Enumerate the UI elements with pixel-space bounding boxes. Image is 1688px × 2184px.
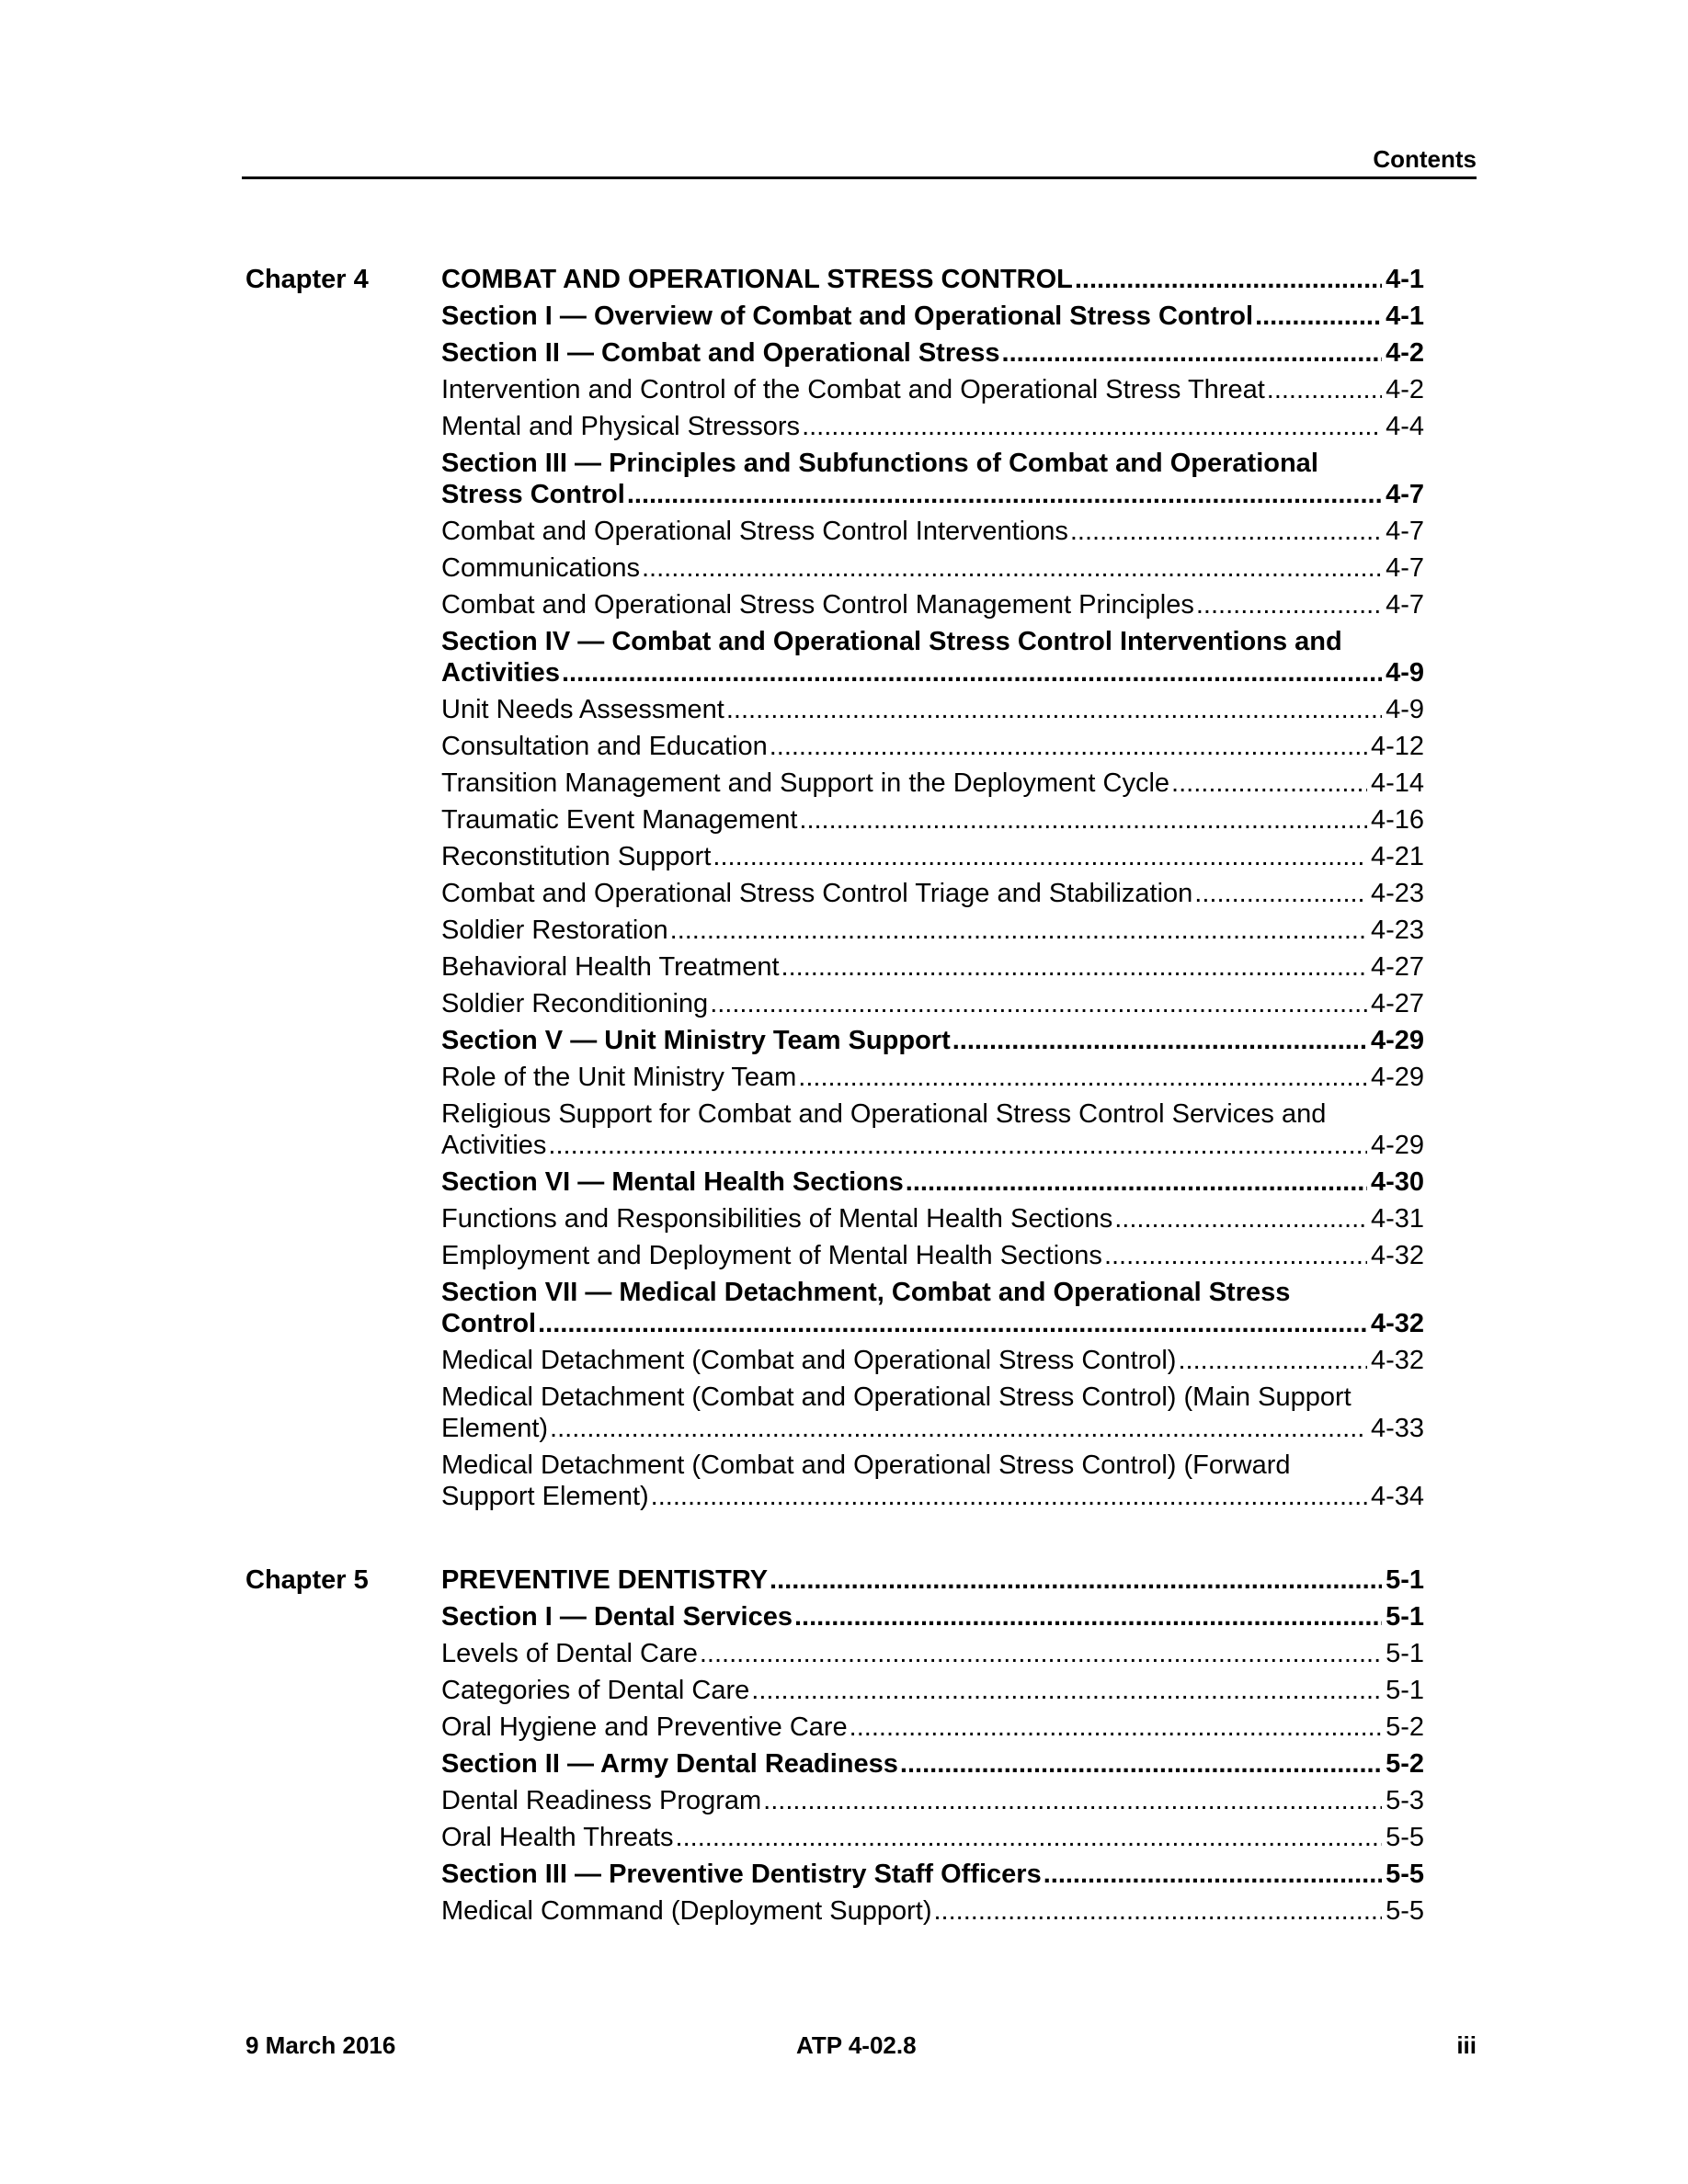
toc-entry-line xyxy=(441,589,1424,620)
toc-entry xyxy=(441,878,1424,909)
toc-section-heading xyxy=(441,1564,1424,1596)
toc-section-heading xyxy=(441,301,1424,332)
chapter-label: Chapter 4 xyxy=(245,265,369,294)
dot-leader xyxy=(1104,1240,1367,1271)
dot-leader xyxy=(794,1601,1382,1632)
dot-leader xyxy=(934,1895,1383,1927)
toc-entry xyxy=(441,1382,1424,1444)
dot-leader xyxy=(1002,337,1383,369)
toc-page-number: 4-12 xyxy=(1370,732,1424,761)
dot-leader xyxy=(1044,1859,1382,1890)
toc-page-number: 4-32 xyxy=(1370,1309,1424,1338)
dot-leader xyxy=(726,694,1382,725)
dot-leader xyxy=(781,951,1367,983)
toc-entry xyxy=(441,841,1424,872)
toc-entry-title: Reconstitution Support xyxy=(441,842,712,871)
toc-page-number: 5-5 xyxy=(1386,1823,1424,1852)
toc-entry-title: Intervention and Control of the Combat and Operational Stress Threat xyxy=(441,375,1265,404)
toc-page-number: 5-1 xyxy=(1386,1602,1424,1632)
dot-leader xyxy=(538,1308,1367,1339)
dot-leader xyxy=(770,1564,1382,1596)
toc-page-number: 4-7 xyxy=(1386,517,1424,546)
toc-entry-line xyxy=(441,479,1424,510)
toc-entry-line xyxy=(441,1748,1424,1780)
toc-entry-title: Unit Needs Assessment xyxy=(441,695,724,724)
toc-entry-title: Categories of Dental Care xyxy=(441,1676,750,1705)
toc-page-number: 4-9 xyxy=(1386,658,1424,688)
toc-entry-line xyxy=(441,1785,1424,1816)
dot-leader xyxy=(850,1712,1382,1743)
toc-entry xyxy=(441,731,1424,762)
dot-leader xyxy=(1171,768,1367,799)
toc-entry xyxy=(441,988,1424,1019)
toc-entry-line xyxy=(441,1638,1424,1669)
toc-section-heading xyxy=(441,337,1424,369)
toc-page-number: 4-14 xyxy=(1370,768,1424,798)
toc-entry-title: Activities xyxy=(441,658,560,688)
toc-entry xyxy=(441,1450,1424,1512)
toc-entry xyxy=(441,374,1424,405)
toc-entry-title-line: Religious Support for Combat and Operational Stress Control Services and xyxy=(441,1099,1327,1129)
toc-entry-title-line: Medical Detachment (Combat and Operational Stress Control) (Main Support xyxy=(441,1382,1352,1412)
toc-entry-title-line: Medical Detachment (Combat and Operational Stress Control) (Forward xyxy=(441,1450,1291,1480)
toc-entry-title: Section III — Preventive Dentistry Staff Officers xyxy=(441,1860,1042,1889)
toc-section-heading xyxy=(441,1025,1424,1056)
toc-page-number: 4-32 xyxy=(1370,1346,1424,1375)
dot-leader xyxy=(751,1675,1382,1706)
toc-entry-title: Employment and Deployment of Mental Health Sections xyxy=(441,1241,1102,1270)
toc-page-number: 4-29 xyxy=(1370,1063,1424,1092)
dot-leader xyxy=(1267,374,1382,405)
toc-entry-line xyxy=(441,1240,1424,1271)
toc-page-number: 5-1 xyxy=(1386,1639,1424,1668)
toc-entry xyxy=(441,915,1424,946)
toc-entry-title: Stress Control xyxy=(441,480,625,509)
toc-entry xyxy=(441,694,1424,725)
toc-entry-title: PREVENTIVE DENTISTRY xyxy=(441,1565,769,1595)
toc-entry-title-line: Section VII — Medical Detachment, Combat and Operational Stress xyxy=(441,1278,1291,1307)
toc-entry-title: Support Element) xyxy=(441,1482,649,1511)
toc-page-number: 4-27 xyxy=(1370,989,1424,1018)
toc-page-number: 4-1 xyxy=(1386,301,1424,331)
toc-entry-line xyxy=(441,768,1424,799)
toc-entry-title: Behavioral Health Treatment xyxy=(441,952,780,982)
toc-entry-title-line: Section III — Principles and Subfunctions of Combat and Operational xyxy=(441,449,1318,478)
toc-page-number: 4-9 xyxy=(1386,695,1424,724)
dot-leader xyxy=(670,915,1367,946)
chapter-block xyxy=(245,1564,1424,1932)
toc-entry-line xyxy=(441,1481,1424,1512)
dot-leader xyxy=(550,1413,1367,1444)
toc-entry-title: Combat and Operational Stress Control Management Principles xyxy=(441,590,1194,620)
toc-entry-line xyxy=(441,1712,1424,1743)
toc-page-number: 4-34 xyxy=(1370,1482,1424,1511)
toc-entry-title: Section II — Combat and Operational Stress xyxy=(441,338,1000,368)
toc-entry-title: Combat and Operational Stress Control Triage and Stabilization xyxy=(441,879,1193,908)
toc-entry-line xyxy=(441,1413,1424,1444)
toc-entry-title: Combat and Operational Stress Control Interventions xyxy=(441,517,1068,546)
toc-page-number: 4-29 xyxy=(1370,1026,1424,1055)
dot-leader xyxy=(1194,878,1367,909)
toc-entry xyxy=(441,1062,1424,1093)
toc-page-number: 4-33 xyxy=(1370,1414,1424,1443)
toc-entry xyxy=(441,804,1424,836)
toc-entry-line xyxy=(441,657,1424,688)
dot-leader xyxy=(1178,1345,1366,1376)
toc-page-number: 5-1 xyxy=(1386,1565,1424,1595)
dot-leader xyxy=(562,657,1382,688)
dot-leader xyxy=(713,841,1367,872)
dot-leader xyxy=(1075,264,1382,295)
header-rule xyxy=(242,176,1477,179)
dot-leader xyxy=(1114,1203,1367,1234)
toc-entry-line xyxy=(441,1025,1424,1056)
toc-entry-line xyxy=(441,731,1424,762)
toc-page-number: 4-23 xyxy=(1370,916,1424,945)
toc-page-number: 4-21 xyxy=(1370,842,1424,871)
toc-entries xyxy=(441,264,1424,1512)
toc-entry-title: Transition Management and Support in the Deployment Cycle xyxy=(441,768,1170,798)
toc-section-heading xyxy=(441,1277,1424,1339)
toc-entry-line xyxy=(441,988,1424,1019)
toc-entry xyxy=(441,1785,1424,1816)
toc-entry-title: Section V — Unit Ministry Team Support xyxy=(441,1026,951,1055)
toc-entry xyxy=(441,1675,1424,1706)
toc-entry-title: Soldier Reconditioning xyxy=(441,989,709,1018)
toc-entry xyxy=(441,1822,1424,1853)
toc-entry-line xyxy=(441,264,1424,295)
toc-entry-title: Mental and Physical Stressors xyxy=(441,412,801,441)
toc-entry-line xyxy=(441,951,1424,983)
footer-date: 9 March 2016 xyxy=(245,2031,396,2059)
toc-page-number: 4-7 xyxy=(1386,553,1424,583)
toc-entry xyxy=(441,1098,1424,1161)
dot-leader xyxy=(642,552,1382,584)
toc-page-number: 4-16 xyxy=(1370,805,1424,835)
footer-page-number: iii xyxy=(1456,2031,1477,2059)
toc-section-heading xyxy=(441,1166,1424,1198)
toc-entry-line xyxy=(441,1130,1424,1161)
toc-page-number: 4-4 xyxy=(1386,412,1424,441)
toc-entry-title: COMBAT AND OPERATIONAL STRESS CONTROL xyxy=(441,265,1073,294)
toc-section-heading xyxy=(441,1601,1424,1632)
toc-entry-line xyxy=(441,337,1424,369)
toc-page-number: 5-5 xyxy=(1386,1896,1424,1926)
chapter-label: Chapter 5 xyxy=(245,1565,369,1595)
toc-entry-line xyxy=(441,411,1424,442)
toc-entry-line xyxy=(441,1166,1424,1198)
toc-entry xyxy=(441,516,1424,547)
toc-page-number: 4-23 xyxy=(1370,879,1424,908)
toc-entry-title: Section I — Overview of Combat and Operational Stress Control xyxy=(441,301,1254,331)
toc-section-heading xyxy=(441,448,1424,510)
toc-entry-title: Section I — Dental Services xyxy=(441,1602,793,1632)
toc-entry xyxy=(441,411,1424,442)
dot-leader xyxy=(700,1638,1382,1669)
toc-entry-line xyxy=(441,1203,1424,1234)
dot-leader xyxy=(952,1025,1367,1056)
toc-entry-line xyxy=(441,1675,1424,1706)
toc-entry xyxy=(441,589,1424,620)
toc-entry-title-line: Section IV — Combat and Operational Stress Control Interventions and xyxy=(441,627,1342,656)
toc-entry-line xyxy=(441,804,1424,836)
toc-entry xyxy=(441,951,1424,983)
toc-entry-line xyxy=(441,1859,1424,1890)
dot-leader xyxy=(802,411,1382,442)
toc-entry-line xyxy=(441,1345,1424,1376)
dot-leader xyxy=(651,1481,1367,1512)
dot-leader xyxy=(548,1130,1367,1161)
toc-entry-title: Control xyxy=(441,1309,537,1338)
toc-page-number: 4-30 xyxy=(1370,1167,1424,1197)
toc-entry-title: Section VI — Mental Health Sections xyxy=(441,1167,904,1197)
dot-leader xyxy=(627,479,1382,510)
toc-entry-line xyxy=(441,1308,1424,1339)
toc-entry-title: Communications xyxy=(441,553,640,583)
toc-entry-line xyxy=(441,841,1424,872)
toc-entry-line xyxy=(441,878,1424,909)
dot-leader xyxy=(763,1785,1382,1816)
toc-entry-line xyxy=(441,1564,1424,1596)
toc-section-heading xyxy=(441,626,1424,688)
toc-entry-title: Section II — Army Dental Readiness xyxy=(441,1749,898,1779)
toc-page-number: 4-7 xyxy=(1386,480,1424,509)
toc-entry-title: Traumatic Event Management xyxy=(441,805,798,835)
dot-leader xyxy=(770,731,1367,762)
toc-section-heading xyxy=(441,1748,1424,1780)
toc-page-number: 4-29 xyxy=(1370,1131,1424,1160)
toc-page-number: 4-2 xyxy=(1386,338,1424,368)
toc-entry-title: Role of the Unit Ministry Team xyxy=(441,1063,797,1092)
dot-leader xyxy=(906,1166,1367,1198)
toc-entry xyxy=(441,1712,1424,1743)
toc-entry-title: Medical Command (Deployment Support) xyxy=(441,1896,932,1926)
toc-entry xyxy=(441,1203,1424,1234)
toc-page-number: 5-3 xyxy=(1386,1786,1424,1815)
toc-entry-line xyxy=(441,516,1424,547)
toc-section-heading xyxy=(441,1859,1424,1890)
chapter-block xyxy=(245,264,1424,1518)
toc-entry-title: Soldier Restoration xyxy=(441,916,668,945)
toc-entry-line xyxy=(441,552,1424,584)
toc-section-heading xyxy=(441,264,1424,295)
toc-entry-line xyxy=(441,915,1424,946)
toc-entry-line xyxy=(441,301,1424,332)
toc-page-number: 4-32 xyxy=(1370,1241,1424,1270)
toc-entry-title: Levels of Dental Care xyxy=(441,1639,698,1668)
toc-page-number: 4-2 xyxy=(1386,375,1424,404)
toc-entry-title: Oral Hygiene and Preventive Care xyxy=(441,1712,848,1742)
toc-page-number: 4-27 xyxy=(1370,952,1424,982)
dot-leader xyxy=(900,1748,1382,1780)
toc-entry-line xyxy=(441,374,1424,405)
toc-entry-title: Activities xyxy=(441,1131,547,1160)
toc-entry-line xyxy=(441,1601,1424,1632)
toc-entry xyxy=(441,1240,1424,1271)
toc-entry xyxy=(441,1895,1424,1927)
toc-entry xyxy=(441,552,1424,584)
toc-entry-title: Oral Health Threats xyxy=(441,1823,674,1852)
toc-entry-title: Consultation and Education xyxy=(441,732,768,761)
toc-entry-title: Functions and Responsibilities of Mental Health Sections xyxy=(441,1204,1113,1234)
dot-leader xyxy=(676,1822,1383,1853)
dot-leader xyxy=(799,804,1367,836)
toc-page-number: 4-1 xyxy=(1386,265,1424,294)
toc-entry xyxy=(441,1638,1424,1669)
toc-page-number: 4-31 xyxy=(1370,1204,1424,1234)
dot-leader xyxy=(1196,589,1382,620)
toc-page-number: 5-2 xyxy=(1386,1749,1424,1779)
toc-entry-line xyxy=(441,1822,1424,1853)
running-header-title: Contents xyxy=(1373,145,1477,173)
toc-entry-title: Medical Detachment (Combat and Operational Stress Control) xyxy=(441,1346,1177,1375)
toc-entry xyxy=(441,768,1424,799)
toc-entries xyxy=(441,1564,1424,1927)
toc-entry xyxy=(441,1345,1424,1376)
dot-leader xyxy=(1255,301,1382,332)
toc-entry-title: Element) xyxy=(441,1414,549,1443)
toc-page-number: 4-7 xyxy=(1386,590,1424,620)
toc-entry-line xyxy=(441,1062,1424,1093)
toc-page-number: 5-1 xyxy=(1386,1676,1424,1705)
toc-entry-line xyxy=(441,1895,1424,1927)
dot-leader xyxy=(710,988,1367,1019)
dot-leader xyxy=(798,1062,1367,1093)
dot-leader xyxy=(1070,516,1382,547)
toc-page-number: 5-2 xyxy=(1386,1712,1424,1742)
toc-entry-title: Dental Readiness Program xyxy=(441,1786,762,1815)
footer-doc-number: ATP 4-02.8 xyxy=(796,2031,917,2059)
toc-entry-line xyxy=(441,694,1424,725)
toc-page-number: 5-5 xyxy=(1386,1860,1424,1889)
